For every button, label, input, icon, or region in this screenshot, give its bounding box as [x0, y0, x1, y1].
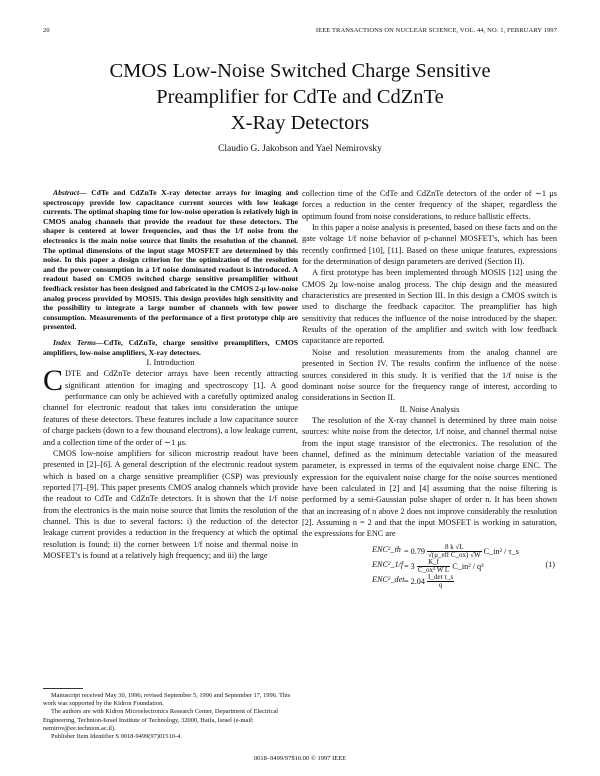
footnote	[43, 688, 298, 741]
equation-fraction	[427, 574, 454, 590]
equation-lhs: ENC²_th	[372, 544, 401, 554]
equation-denominator: C_ox² W L	[417, 566, 450, 575]
equation-tail: C_in² / τ_s	[483, 546, 519, 556]
intro-paragraph-2: CMOS low-noise amplifiers for silicon microstrip readout have been presented in [2]–[6]. A general description of the electronic readout system which is based on a charge sensitive preamplifier (CSP) was previously reported [7]–[9]. This paper presents CMOS analog channels which provide the readout to CdTe and CdZnTe detectors. It is shown that the 1/f noise from the electronics is the main noise source that limits the resolution of the channel. This is due to several factors: i) the reduction of the detector leakage current provides a reduction in the frequency at which the optimal resolution is found; ii) the corner between 1/f noise and thermal noise in MOSFET's is found at a relatively high frequency; and iii) the large	[43, 448, 298, 560]
abstract-text: CdTe and CdZnTe X-ray detector arrays for imaging and spectroscopy provide low capacitance current sources with low leakage currents. The optimal shaping time for low-noise operation is relatively high in CMOS analog channels that provide the readout for these detectors. The shaper is centered at lower frequencies, and thus the 1/f noise from the electronics is the main noise source that limits the resolution of the channel. The optimal dimensions of the input stage MOSFET are determined by this noise. In this paper a design criterion for the optimization of the resolution and the power consumption in a 1/f noise dominated readout is introduced. A readout based on CMOS switched charge sensitive preamplifier without feedback resistor has been designed and fabricated in the CMOS 2-μ low-noise analog process provided by MOSIS. This design provides high sensitivity and the possibility to integrate a large number of channels with low power consumption. Measurements of the performance of a first prototype chip are presented.	[43, 188, 298, 332]
noise-paragraph-1: The resolution of the X-ray channel is determined by three main noise sources: white noise from the detector, 1/f noise, and channel thermal noise from the input stage transistor of the electronics. The resolution of the channel, defined as the minimum detectable variation of the measured parameter, is expressed in terms of the equivalent noise charge ENC. The expression for the equivalent noise charge for the noise sources mentioned have been calculated in [2] and [4] assuming that the noise filtering is performed by a semi-Gaussian pulse shaper of order n. It has been shown that an increasing of n above 2 does not improve considerably the resolution [2]. Assuming n = 2 and that the input MOSFET is working in saturation, the expressions for ENC are	[302, 415, 557, 539]
section-heading-noise-analysis: II. Noise Analysis	[399, 404, 460, 414]
title-line-3: X-Ray Detectors	[230, 112, 370, 134]
equation-rhs	[404, 574, 454, 590]
index-terms-label: Index Terms—	[53, 337, 104, 347]
intro-paragraph-1	[43, 364, 298, 447]
equation-denominator: √(μ_eff C_ox) √W	[428, 551, 481, 560]
equation-prefix: = 3	[404, 561, 417, 571]
intro-paragraph-1-text: DTE and CdZnTe detector arrays have been recently attracting significant attention for imaging and spectroscopy [1]. A good performance can only be achieved with a carefully optimized analog channel for electronic readout that takes into consideration the unique features of these detectors. These features include a low capacitance source of charge packets (down to a few thousand electrons), a low leakage current, and a collection time of the order of ∼1 μs.	[43, 369, 298, 447]
title-line-1: CMOS Low-Noise Switched Charge Sensitive	[109, 60, 491, 82]
footnote-publisher-id: Publisher Item Identifier S 0018-9499(97)01510-4.	[51, 733, 182, 741]
paper-title	[40, 58, 560, 136]
intro-paragraph-5: Noise and resolution measurements from the analog channel are presented in Section IV. The results confirm the influence of the noise sources considered in this study. It is verified that the 1/f noise is the dominant noise source for the frequency range of interest, according to considerations in Section II.	[302, 347, 557, 403]
index-terms-text: CdTe, CdZnTe, charge sensitive preamplifiers, CMOS amplifiers, low-noise amplifiers, X-ray detectors.	[43, 337, 298, 357]
drop-cap: C	[43, 364, 64, 398]
index-terms	[43, 338, 298, 357]
equation-lhs: ENC²_det	[372, 574, 405, 584]
equation-thermal	[302, 544, 557, 559]
footnote-manuscript: Manuscript received May 30, 1996; revised September 5, 1996 and September 17, 1996. This work was supported by the Kidron Foundation.	[43, 692, 291, 708]
right-column	[302, 188, 557, 589]
equation-numerator: 8 k √L	[427, 544, 482, 553]
page-number: 20	[43, 27, 50, 34]
copyright-line: 0018–9499/97$10.00 © 1997 IEEE	[253, 755, 347, 762]
footnote-affiliation: The authors are with Kidron Microelectronics Research Center, Department of Electrical Engineering, Technion-Israel Institute of Technology, 32000, Haifa, Israel (e-mail: nemirov@ee.technion.ac.il).	[43, 708, 279, 732]
title-line-2: Preamplifier for CdTe and CdZnTe	[156, 86, 444, 108]
running-header: IEEE TRANSACTIONS ON NUCLEAR SCIENCE, VOL. 44, NO. 1, FEBRUARY 1997	[315, 27, 557, 34]
equation-prefix: = 0.79	[404, 546, 428, 556]
equation-number: (1)	[545, 559, 555, 569]
left-column	[43, 188, 298, 561]
equation-lhs: ENC²_1/f	[372, 559, 404, 569]
section-heading-introduction: I. Introduction	[146, 358, 195, 368]
equation-numerator: I_det τ_s	[428, 572, 454, 581]
abstract-label: Abstract—	[53, 188, 87, 197]
author-line: Claudio G. Jakobson and Yael Nemirovsky	[218, 144, 382, 154]
footnote-rule	[43, 688, 83, 689]
equation-denominator: q	[438, 581, 443, 590]
equation-block	[302, 544, 557, 589]
equation-prefix: = 2.04	[404, 576, 428, 586]
intro-paragraph-continued: collection time of the CdTe and CdZnTe detectors of the order of ∼1 μs forces a reduction in the center frequency of the shaper, regardless the optimum found from noise considerations, to reduce ballistic effects.	[302, 189, 557, 221]
abstract	[43, 188, 298, 332]
equation-tail: C_in² / q²	[452, 561, 484, 571]
equation-numerator: K_f	[417, 559, 450, 568]
equation-flicker	[302, 559, 557, 574]
equation-detector	[302, 574, 557, 589]
equation-rhs	[404, 544, 519, 560]
intro-paragraph-3: In this paper a noise analysis is presented, based on these facts and on the gate voltage 1/f noise behavior of p-channel MOSFET's, which has been recently confirmed [10], [11]. Based on these unique features, expressions for the determination of design parameters are derived (Section II).	[302, 223, 557, 267]
intro-paragraph-4: A first prototype has been implemented through MOSIS [12] using the CMOS 2μ low-noise analog process. The chip design and the measured characteristics are presented in Section III. In this design a CMOS switch is used to discharge the feedback capacitor. The preamplifier has high sensitivity that reduces the influence of the noise introduced by the shaper. Results of the operation of the amplifier and switch with low feedback capacitance are reported.	[302, 268, 557, 346]
